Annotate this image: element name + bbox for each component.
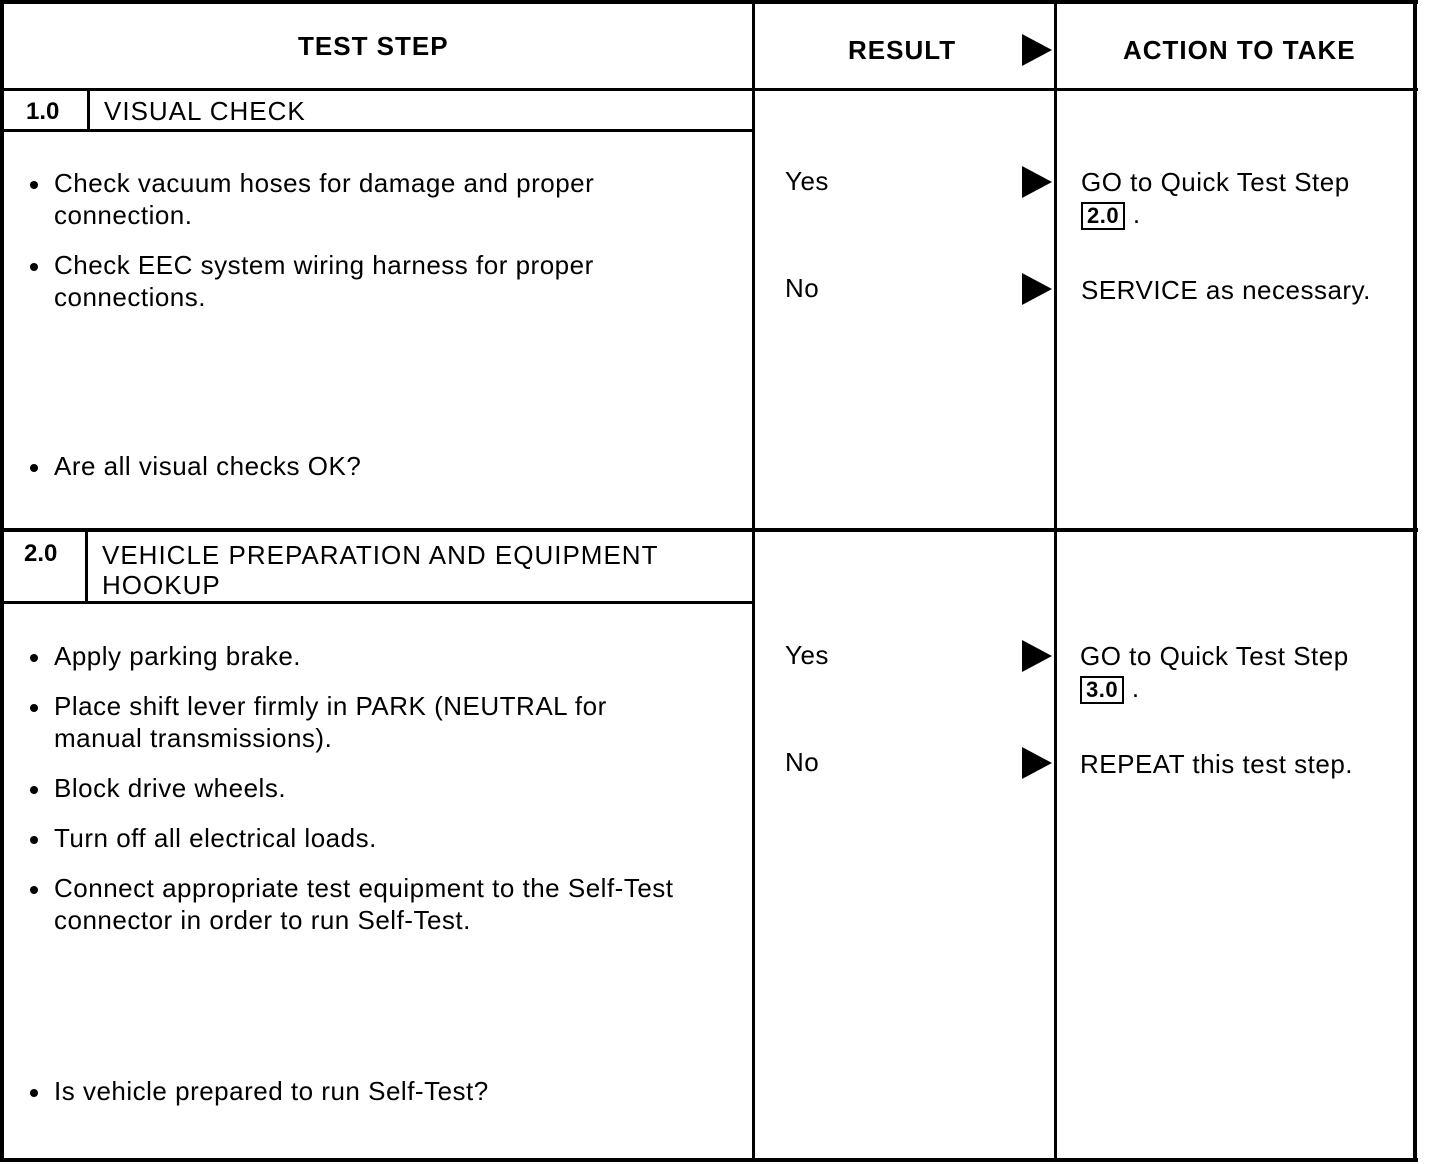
step1-title: VISUAL CHECK <box>104 96 306 126</box>
list-item: Check EEC system wiring harness for proper connections. <box>24 249 664 313</box>
step2-step-ref: 3.0 <box>1080 676 1124 704</box>
step-divider <box>0 528 1418 532</box>
list-item: Connect appropriate test equipment to the Self-Test connector in order to run Self-Test. <box>24 872 674 936</box>
step2-yes-action <box>1080 640 1400 704</box>
table-border-left <box>0 0 4 1162</box>
step1-number: 1.0 <box>26 98 60 125</box>
step2-question: Is vehicle prepared to run Self-Test? <box>24 1075 724 1107</box>
step1-no-label: No <box>785 273 820 303</box>
list-item: Turn off all electrical loads. <box>24 822 674 854</box>
step1-question-list <box>24 450 724 482</box>
list-item: Check vacuum hoses for damage and proper connection. <box>24 167 664 231</box>
step1-no-action: SERVICE as necessary. <box>1081 275 1371 305</box>
step2-title-divider <box>0 601 755 604</box>
list-item: Block drive wheels. <box>24 772 674 804</box>
step2-number: 2.0 <box>24 540 58 567</box>
step2-yes-arrow-icon <box>1022 640 1052 672</box>
list-item: Place shift lever firmly in PARK (NEUTRAL for manual transmissions). <box>24 690 674 754</box>
list-item: Apply parking brake. <box>24 640 674 672</box>
header-divider <box>0 88 1418 91</box>
table-border-right <box>1413 0 1417 1162</box>
step2-no-arrow-icon <box>1022 747 1052 779</box>
header-test-step: TEST STEP <box>298 31 449 61</box>
step1-no-arrow-icon <box>1022 273 1052 305</box>
step1-yes-action <box>1081 166 1401 230</box>
step1-yes-action-end: . <box>1132 199 1141 229</box>
step1-yes-arrow-icon <box>1022 166 1052 198</box>
step2-no-label: No <box>785 747 820 777</box>
step1-yes-action-text: GO to Quick Test Step <box>1081 167 1350 197</box>
step2-title: VEHICLE PREPARATION AND EQUIPMENT HOOKUP <box>102 540 658 600</box>
step2-check-list <box>24 640 674 936</box>
step1-step-ref: 2.0 <box>1081 202 1125 230</box>
header-arrow-icon <box>1022 34 1052 66</box>
step2-number-divider <box>85 530 88 603</box>
step2-question-list <box>24 1075 724 1107</box>
step1-number-divider <box>87 88 90 131</box>
column-divider-action <box>1054 0 1057 1162</box>
step1-check-list <box>24 167 664 313</box>
step2-yes-label: Yes <box>785 640 829 670</box>
step2-yes-action-end: . <box>1131 673 1140 703</box>
step1-title-divider <box>0 129 755 132</box>
header-action: ACTION TO TAKE <box>1123 35 1356 65</box>
column-divider-result <box>752 0 755 1162</box>
table-border-bottom <box>0 1158 1418 1162</box>
step2-no-action: REPEAT this test step. <box>1080 749 1354 779</box>
header-result: RESULT <box>848 35 957 65</box>
step2-yes-action-text: GO to Quick Test Step <box>1080 641 1349 671</box>
step1-yes-label: Yes <box>785 166 829 196</box>
step1-question: Are all visual checks OK? <box>24 450 724 482</box>
table-border-top <box>0 0 1418 4</box>
